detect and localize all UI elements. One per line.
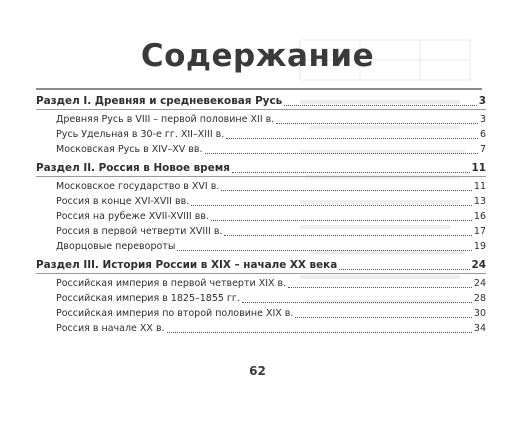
entry-page-number: 11 — [473, 181, 486, 192]
entry-page-number: 30 — [473, 308, 486, 319]
entry-title: Московское государство в XVI в. — [56, 181, 220, 192]
section-title: Раздел I. Древняя и средневековая Русь — [36, 95, 283, 107]
entry-page-number: 28 — [473, 293, 486, 304]
entry-page-number: 19 — [473, 241, 486, 252]
dot-leader — [191, 205, 472, 206]
dot-leader — [221, 190, 472, 191]
toc-section-2 — [36, 161, 486, 254]
entry-title: Российская империя в первой четверти XIX в. — [56, 278, 287, 289]
entry-title: Древняя Русь в VIII – первой половине XII в. — [56, 114, 275, 125]
entry-title: Российская империя по второй половине XIX в. — [56, 308, 294, 319]
table-of-contents — [36, 94, 486, 336]
toc-section-heading[interactable] — [36, 258, 486, 273]
toc-entry[interactable] — [36, 291, 486, 306]
toc-entry[interactable] — [36, 142, 486, 157]
entry-page-number: 3 — [479, 114, 486, 125]
section-page-number: 11 — [471, 162, 486, 174]
toc-entry[interactable] — [36, 209, 486, 224]
page-title: Содержание — [140, 38, 375, 74]
entry-page-number: 7 — [479, 144, 486, 155]
toc-entry[interactable] — [36, 239, 486, 254]
toc-section-1 — [36, 94, 486, 157]
section-divider — [36, 273, 486, 274]
entry-page-number: 16 — [473, 211, 486, 222]
dot-leader — [177, 250, 472, 251]
toc-section-heading[interactable] — [36, 94, 486, 109]
page-number: 62 — [249, 364, 266, 378]
toc-entry[interactable] — [36, 321, 486, 336]
dot-leader — [276, 123, 478, 124]
toc-entry[interactable] — [36, 179, 486, 194]
section-divider — [36, 176, 486, 177]
toc-entry[interactable] — [36, 194, 486, 209]
entry-title: Дворцовые перевороты — [56, 241, 176, 252]
section-title: Раздел II. Россия в Новое время — [36, 162, 230, 174]
entry-page-number: 24 — [473, 278, 486, 289]
title-underline — [36, 88, 482, 90]
dot-leader — [295, 317, 471, 318]
toc-entry[interactable] — [36, 224, 486, 239]
dot-leader — [224, 235, 471, 236]
dot-leader — [242, 302, 472, 303]
section-divider — [36, 109, 486, 110]
dot-leader — [167, 332, 472, 333]
section-page-number: 3 — [478, 95, 486, 107]
entry-title: Россия в первой четверти XVIII в. — [56, 226, 223, 237]
toc-entry[interactable] — [36, 306, 486, 321]
entry-page-number: 34 — [473, 323, 486, 334]
entry-page-number: 6 — [479, 129, 486, 140]
dot-leader — [339, 269, 469, 270]
dot-leader — [205, 153, 478, 154]
entry-title: Россия в конце XVI-XVII вв. — [56, 196, 190, 207]
entry-title: Россия в начале XX в. — [56, 323, 165, 334]
entry-title: Русь Удельная в 30-е гг. XII–XIII в. — [56, 129, 225, 140]
section-page-number: 24 — [471, 259, 486, 271]
entry-title: Российская империя в 1825–1855 гг. — [56, 293, 240, 304]
entry-title: Московская Русь в XIV–XV вв. — [56, 144, 203, 155]
dot-leader — [284, 105, 477, 106]
toc-entry[interactable] — [36, 276, 486, 291]
entry-title: Россия на рубеже XVII-XVIII вв. — [56, 211, 209, 222]
toc-section-3 — [36, 258, 486, 336]
section-title: Раздел III. История России в XIX – начале XX века — [36, 259, 338, 271]
entry-page-number: 17 — [473, 226, 486, 237]
dot-leader — [226, 138, 478, 139]
dot-leader — [232, 172, 470, 173]
toc-entry[interactable] — [36, 112, 486, 127]
toc-section-heading[interactable] — [36, 161, 486, 176]
dot-leader — [211, 220, 472, 221]
dot-leader — [288, 287, 472, 288]
toc-entry[interactable] — [36, 127, 486, 142]
entry-page-number: 13 — [473, 196, 486, 207]
